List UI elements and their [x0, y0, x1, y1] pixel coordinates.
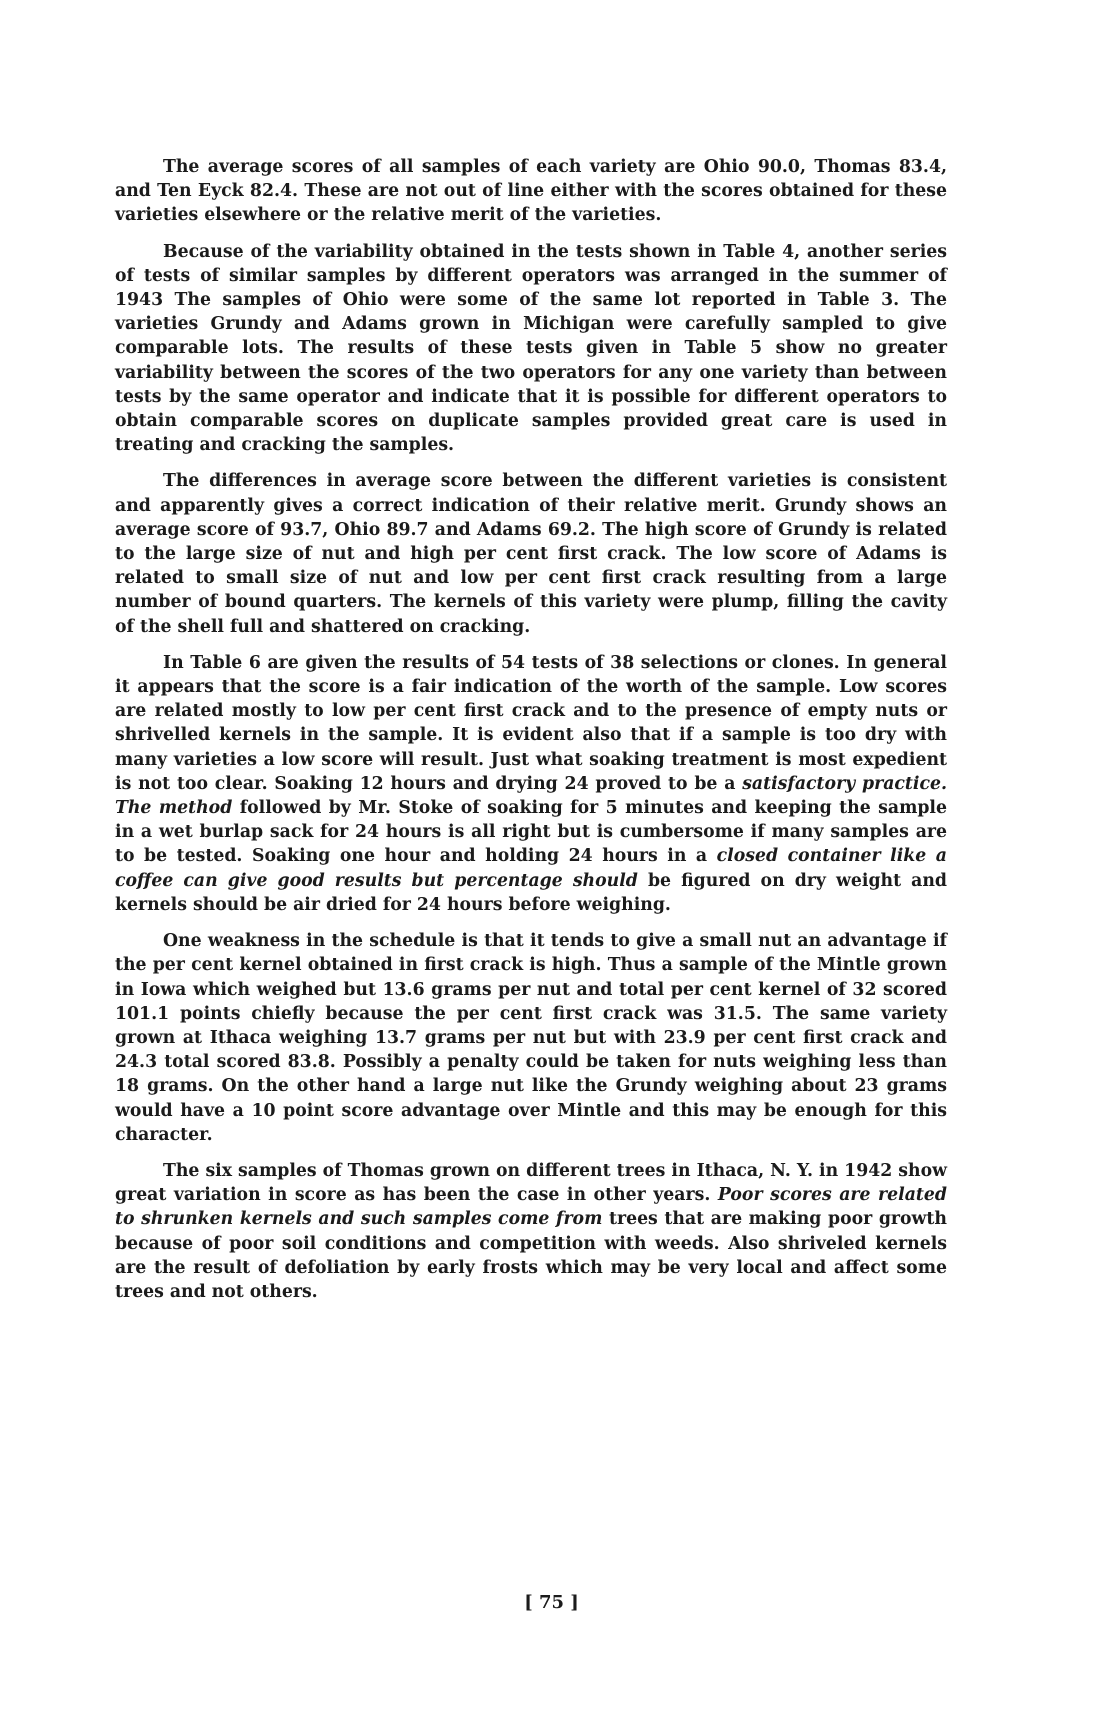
- paragraph-table-6-italic-b: closed container like a coffee can give good results but percentage should: [115, 846, 947, 891]
- paragraph-table-6-part-c: be figured on dry weight and kernels should be air dried for 24 hours before weighing.: [115, 870, 947, 915]
- page-number: [ 75 ]: [524, 1592, 579, 1613]
- paragraph-variability: Because of the variability obtained in the tests shown in Table 4, another series of tests of similar samples by different operators was arranged in the summer of 1943 The samples of Ohio were some of the same lot reported in Table 3. The varieties Grundy and Adams grown in Michigan were carefully sampled to give comparable lots. The results of these tests given in Table 5 show no greater variability between the scores of the two operators for any one variety than between tests by the same operator and indicate that it is possible for different operators to obtain comparable scores on duplicate samples provided great care is used in treating and cracking the samples.: [115, 241, 947, 456]
- paragraph-variety-differences: The differences in average score between the different varieties is consistent and apparently gives a correct indication of their relative merit. Grundy shows an average score of 93.7, Ohio 89.7 and Adams 69.2. The high score of Grundy is related to the large size of nut and high per cent first crack. The low score of Adams is related to small size of nut and low per cent first crack resulting from a large number of bound quarters. The kernels of this variety were plump, filling the cavity of the shell full and shattered on cracking.: [115, 471, 947, 637]
- body-text: [115, 155, 947, 1316]
- paragraph-table-6: [115, 651, 947, 917]
- paragraph-thomas-part-b: trees that are making poor growth because of poor soil conditions and competition with weeds. Also shriveled kernels are the result of defoliation by early frosts which may be very local and affect some trees and not others.: [115, 1209, 947, 1302]
- paragraph-thomas-part-a: The six samples of Thomas grown on different trees in Ithaca, N. Y. in 1942 show great variation in score as has been the case in other years.: [115, 1160, 947, 1206]
- paragraph-table-6-part-a: In Table 6 are given the results of 54 tests of 38 selections or clones. In general it appears that the score is a fair indication of the worth of the sample. Low scores are related mostly to low per cent first crack and to the presence of empty nuts or shrivelled kernels in the sample. It is evident also that if a sample is too dry with many varieties a low score will result. Just what soaking treatment is most expedient is not too clear. Soaking 12 hours and drying 24 proved to be a: [115, 652, 947, 794]
- paragraph-schedule-weakness: One weakness in the schedule is that it tends to give a small nut an advantage if the per cent kernel obtained in first crack is high. Thus a sample of the Mintle grown in Iowa which weighed but 13.6 grams per nut and total per cent kernel of 32 scored 101.1 points chiefly because the per cent first crack was 31.5. The same variety grown at Ithaca weighing 13.7 grams per nut but with 23.9 per cent first crack and 24.3 total scored 83.8. Possibly a penalty could be taken for nuts weighing less than 18 grams. On the other hand a large nut like the Grundy weighing about 23 grams would have a 10 point score advantage over Mintle and this may be enough for this character.: [115, 931, 947, 1145]
- paragraph-table-6-part-b: followed by Mr. Stoke of soaking for 5 minutes and keeping the sample in a wet burlap sack for 24 hours is all right but is cumbersome if many samples are to be tested. Soaking one hour and holding 24 hours in a: [115, 798, 947, 867]
- paragraph-average-scores: The average scores of all samples of each variety are Ohio 90.0, Thomas 83.4, and Ten Eyck 82.4. These are not out of line either with the scores obtained for these varieties elsewhere or the relative merit of the varieties.: [115, 157, 947, 226]
- paragraph-table-6-italic-a: satisfactory practice. The method: [115, 773, 947, 819]
- paragraph-thomas-samples: [115, 1159, 947, 1304]
- paragraph-thomas-italic-a: Poor scores are related to shrunken kernels and such samples come from: [115, 1185, 947, 1230]
